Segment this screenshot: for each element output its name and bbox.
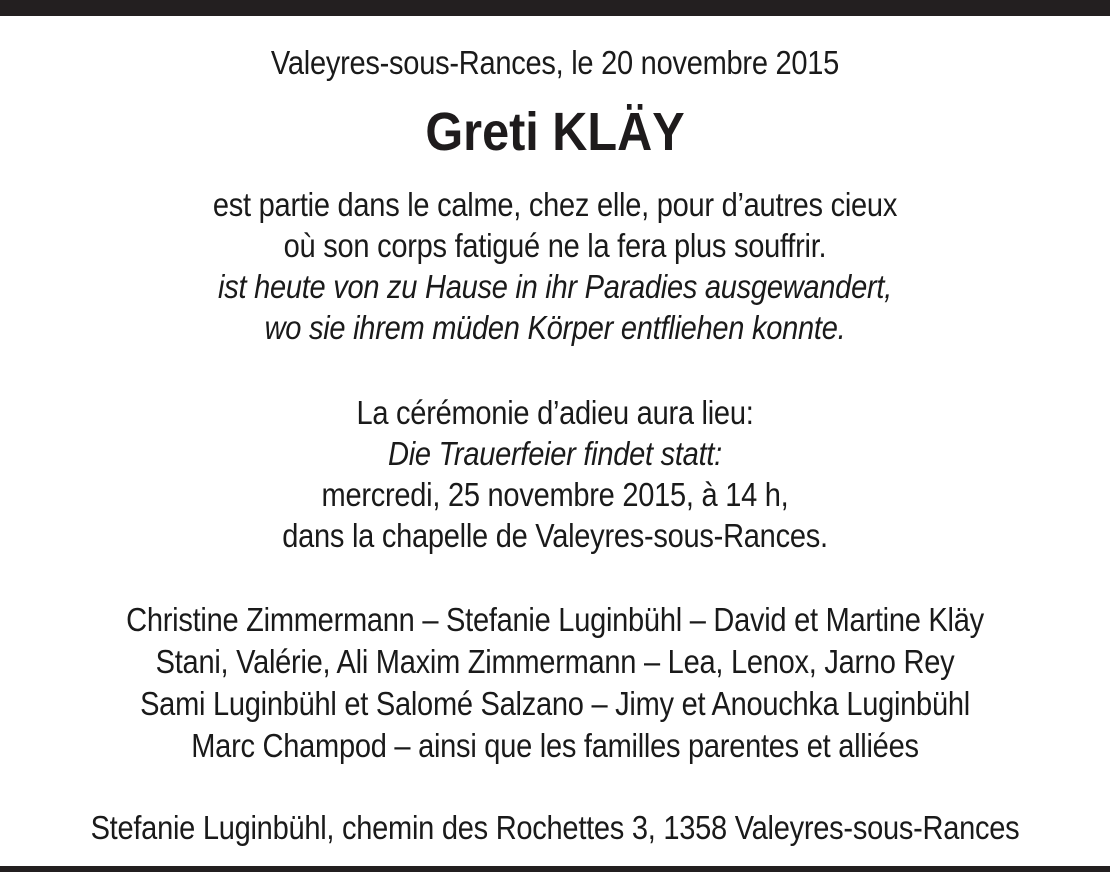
ceremony-location: dans la chapelle de Valeyres-sous-Rances. xyxy=(282,517,828,554)
ceremony-datetime: mercredi, 25 novembre 2015, à 14 h, xyxy=(321,476,789,513)
place-date: Valeyres-sous-Rances, le 20 novembre 2015 xyxy=(270,44,840,81)
french-text-line-1: est partie dans le calme, chez elle, pour d’autres cieux xyxy=(212,186,898,223)
contact-address: Stefanie Luginbühl, chemin des Rochettes 3, 1358 Valeyres-sous-Rances xyxy=(90,809,1020,846)
ceremony-intro-fr: La cérémonie d’adieu aura lieu: xyxy=(356,394,754,431)
deceased-name: Greti KLÄY xyxy=(425,102,685,162)
bottom-border-rule xyxy=(0,866,1110,872)
ceremony-intro-de: Die Trauerfeier findet statt: xyxy=(388,435,722,472)
german-text-line-1: ist heute von zu Hause in ihr Paradies ausgewandert, xyxy=(218,268,892,305)
french-text-line-2: où son corps fatigué ne la fera plus souffrir. xyxy=(283,227,827,264)
family-line-1: Christine Zimmermann – Stefanie Luginbühl – David et Martine Kläy xyxy=(126,601,984,638)
family-line-3: Sami Luginbühl et Salomé Salzano – Jimy et Anouchka Luginbühl xyxy=(140,685,970,722)
family-line-4: Marc Champod – ainsi que les familles parentes et alliées xyxy=(191,727,919,764)
family-line-2: Stani, Valérie, Ali Maxim Zimmermann – Lea, Lenox, Jarno Rey xyxy=(155,643,955,680)
top-border-rule xyxy=(0,0,1110,16)
german-text-line-2: wo sie ihrem müden Körper entfliehen konnte. xyxy=(264,309,846,346)
